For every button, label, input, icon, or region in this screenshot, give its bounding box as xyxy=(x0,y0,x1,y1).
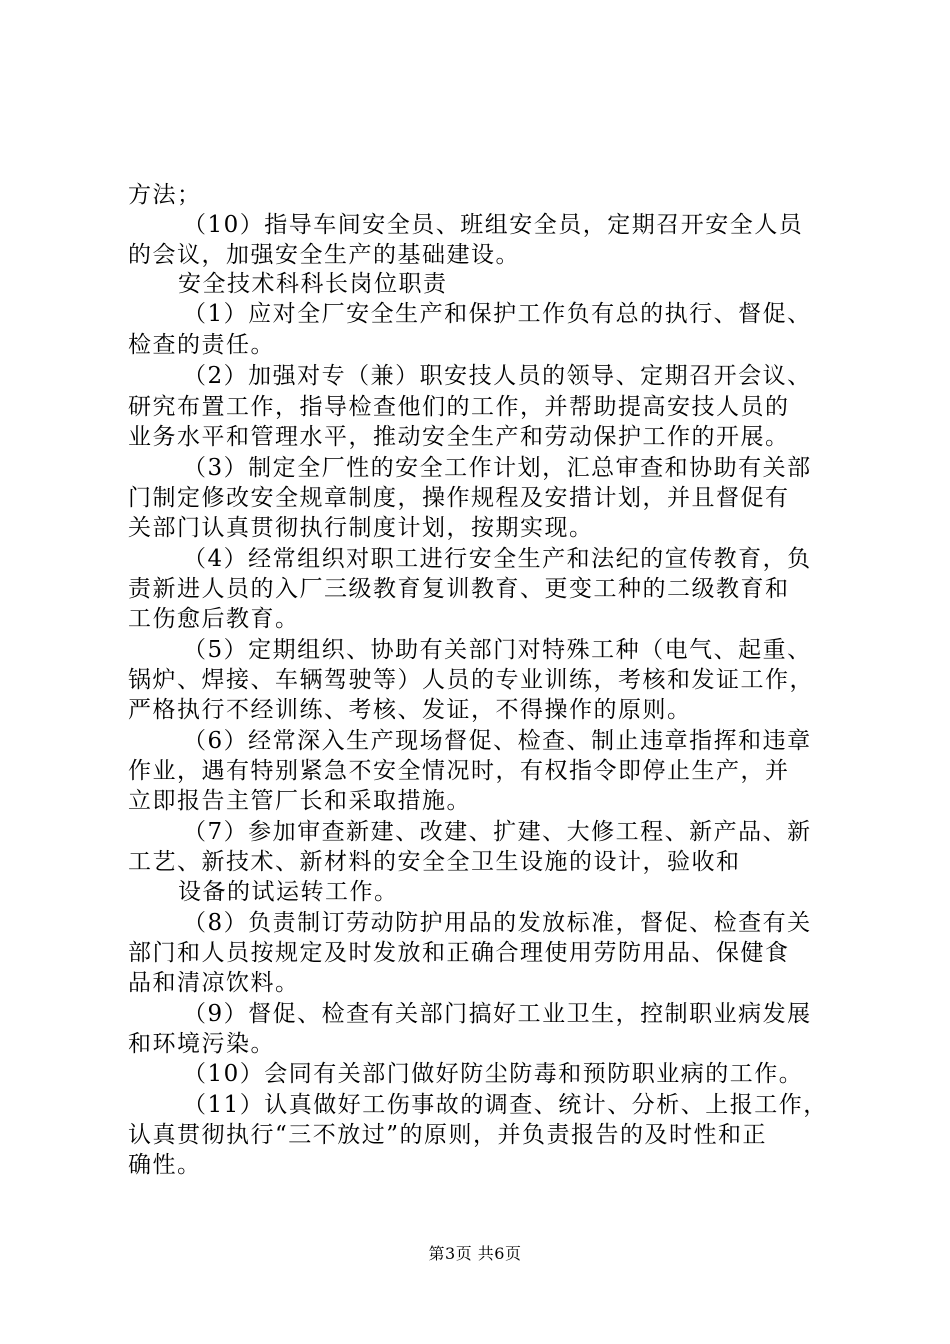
text-line: （2）加强对专（兼）职安技人员的领导、定期召开会议、 xyxy=(183,363,812,389)
text-line: 门制定修改安全规章制度，操作规程及安措计划，并且督促有 xyxy=(128,485,790,511)
text-line: 作业，遇有特别紧急不安全情况时，有权指令即停止生产，并 xyxy=(128,758,790,784)
text-line: （1）应对全厂安全生产和保护工作负有总的执行、督促、 xyxy=(183,301,812,327)
text-line: （10）指导车间安全员、班组安全员，定期召开安全人员 xyxy=(183,212,804,238)
text-line: （4）经常组织对职工进行安全生产和法纪的宣传教育，负 xyxy=(183,546,812,572)
text-line: 工伤愈后教育。 xyxy=(128,606,300,632)
text-line: （9）督促、检查有关部门搞好工业卫生，控制职业病发展 xyxy=(183,1001,812,1027)
text-line: （10）会同有关部门做好防尘防毒和预防职业病的工作。 xyxy=(183,1061,804,1087)
text-line: 检查的责任。 xyxy=(128,332,275,358)
text-line: 工艺、新技术、新材料的安全全卫生设施的设计，验收和 xyxy=(128,849,741,875)
text-line: （8）负责制订劳动防护用品的发放标准，督促、检查有关 xyxy=(183,910,812,936)
text-line: 关部门认真贯彻执行制度计划，按期实现。 xyxy=(128,515,594,541)
text-line: 设备的试运转工作。 xyxy=(178,879,399,905)
text-line: 业务水平和管理水平，推动安全生产和劳动保护工作的开展。 xyxy=(128,424,790,450)
text-line: 责新进人员的入厂三级教育复训教育、更变工种的二级教育和 xyxy=(128,576,790,602)
text-line: （3）制定全厂性的安全工作计划，汇总审查和协助有关部 xyxy=(183,455,812,481)
text-line: 立即报告主管厂长和采取措施。 xyxy=(128,788,471,814)
text-line: 方法； xyxy=(128,182,202,208)
text-line: （11）认真做好工伤事故的调查、统计、分析、上报工作， xyxy=(183,1092,828,1118)
text-line: 确性。 xyxy=(128,1152,202,1178)
text-line: 和环境污染。 xyxy=(128,1031,275,1057)
text-line: 研究布置工作，指导检查他们的工作，并帮助提高安技人员的 xyxy=(128,394,790,420)
text-line: 认真贯彻执行“三不放过”的原则，并负责报告的及时性和正 xyxy=(128,1122,768,1148)
text-line: 品和清凉饮料。 xyxy=(128,970,300,996)
text-line: 部门和人员按规定及时发放和正确合理使用劳防用品、保健食 xyxy=(128,940,790,966)
text-line: （7）参加审查新建、改建、扩建、大修工程、新产品、新 xyxy=(183,819,812,845)
text-line: （5）定期组织、协助有关部门对特殊工种（电气、起重、 xyxy=(183,637,812,663)
text-line: 锅炉、焊接、车辆驾驶等）人员的专业训练，考核和发证工作， xyxy=(128,667,814,693)
section-heading: 安全技术科科长岗位职责 xyxy=(178,271,448,297)
text-line: 的会议，加强安全生产的基础建设。 xyxy=(128,242,520,268)
page-number-footer: 第3页 共6页 xyxy=(428,1244,522,1263)
text-line: 严格执行不经训练、考核、发证，不得操作的原则。 xyxy=(128,697,692,723)
text-line: （6）经常深入生产现场督促、检查、制止违章指挥和违章 xyxy=(183,728,812,754)
